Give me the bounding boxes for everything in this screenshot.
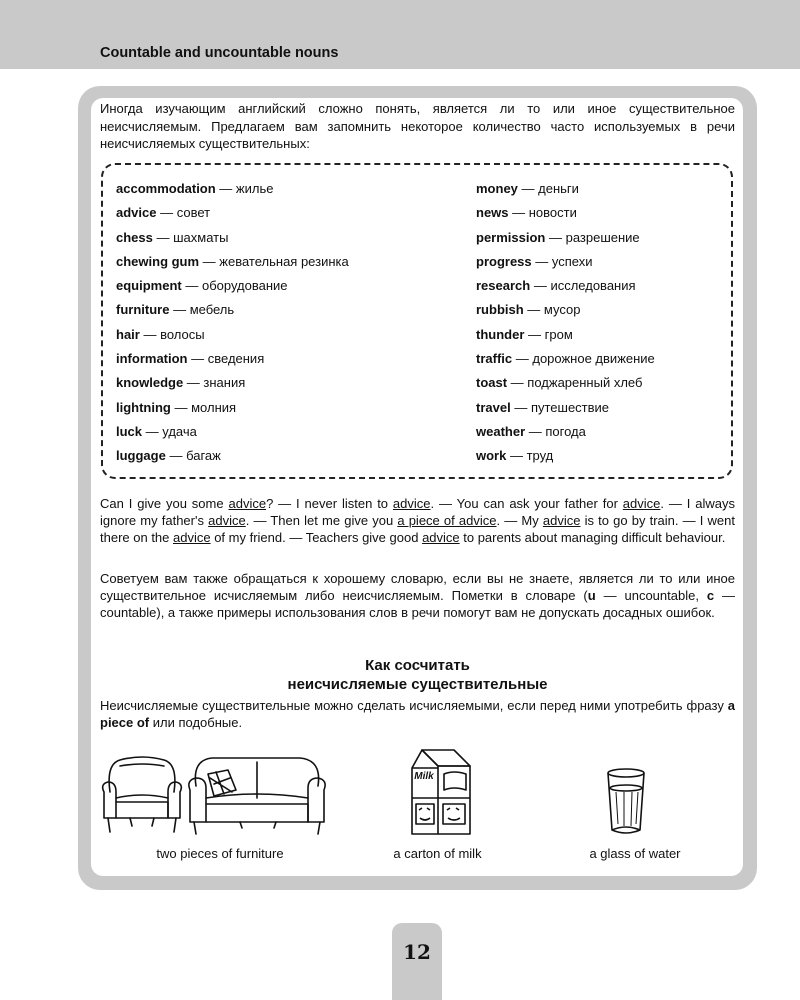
dictionary-advice-paragraph [100,570,735,621]
vocabulary-column-left [116,177,349,469]
vocab-dash: — [506,448,527,464]
vocab-russian-translation: погода [545,423,586,439]
vocab-russian-translation: разрешение [565,229,640,245]
example-underlined: a piece of advice [397,513,497,528]
vocab-dash: — [531,253,552,269]
vocab-item-permission [476,226,655,250]
vocab-russian-translation: гром [544,326,573,342]
vocab-english-word: toast [476,375,508,391]
vocab-item-advice [116,201,349,225]
intro-paragraph: Иногда изучающим английский сложно понять, является ли то или иное существительное неисчисляемым. Предлагаем вам запомнить некоторое количество часто используемых в речи неисчисляемых существительных: [100,101,735,151]
section-heading [100,656,735,694]
vocab-item-equipment [116,274,349,298]
vocab-item-luck [116,420,349,444]
advice-text: — uncountable, [595,588,707,603]
vocab-item-accommodation [116,177,349,201]
vocab-dash: — [139,326,161,342]
vocab-russian-translation: сведения [207,351,265,367]
vocab-russian-translation: новости [528,205,577,221]
vocab-item-news [476,201,655,225]
example-underlined: advice [228,496,267,511]
vocab-russian-translation: молния [191,399,237,415]
vocab-russian-translation: волосы [160,326,205,342]
vocab-dash: — [545,229,566,245]
vocab-russian-translation: дорожное движение [532,351,655,367]
vocab-russian-translation: жилье [235,181,274,196]
example-text: ? — I never listen to [266,496,393,511]
how-bold: a piece of [100,698,735,730]
example-text: . — You can ask your father for [430,496,623,511]
vocab-english-word: permission [476,229,546,245]
vocab-dash: — [165,448,187,464]
advice-text: Советуем вам также обращаться к хорошему словарю, если вы не знаете, является ли то или иное существительное исчисляемым либо неисчисляемым. Пометки в словаре ( [100,571,735,603]
vocab-english-word: accommodation [116,181,216,196]
vocab-item-progress [476,250,655,274]
vocab-english-word: luggage [116,448,166,464]
vocab-dash: — [170,399,192,415]
vocab-russian-translation: путешествие [530,399,610,415]
page-header-title: Countable and uncountable nouns [100,45,339,61]
vocab-russian-translation: знания [203,375,246,391]
vocab-russian-translation: мебель [189,302,235,318]
milk-carton-label: Milk [414,771,434,782]
example-text: of my friend. — Teachers give good [210,530,423,545]
section-heading-line1: Как сосчитать [365,657,470,674]
vocab-item-luggage [116,444,349,468]
vocab-dash: — [507,375,528,391]
vocab-english-word: knowledge [116,375,184,391]
section-heading-line2: неисчисляемые существительные [287,676,548,693]
vocab-english-word: information [116,351,188,367]
vocab-dash: — [525,423,546,439]
example-text: . — My [496,513,543,528]
milk-caption: a carton of milk [393,846,482,861]
vocab-english-word: news [476,205,509,221]
example-text: . — I always ignore my father's [100,496,735,528]
vocab-english-word: travel [476,399,511,415]
vocab-english-word: research [476,278,531,294]
example-underlined: advice [208,513,246,528]
vocab-item-weather [476,420,655,444]
vocab-english-word: traffic [476,351,513,367]
vocab-english-word: furniture [116,302,170,318]
how-text: или подобные. [149,715,243,730]
advice-bold: u [587,588,596,603]
vocab-item-hair [116,323,349,347]
vocab-russian-translation: мусор [543,302,581,318]
vocab-english-word: work [476,448,507,464]
water-caption: a glass of water [589,846,681,861]
vocab-russian-translation: поджаренный хлеб [527,375,643,391]
example-underlined: advice [422,530,460,545]
vocab-english-word: progress [476,253,532,269]
page-number: 12 [403,940,431,964]
vocab-russian-translation: багаж [186,448,221,464]
vocab-dash: — [183,375,204,391]
furniture-illustration [100,752,330,840]
vocab-english-word: chess [116,229,153,245]
vocab-english-word: hair [116,326,140,342]
vocab-item-thunder [476,323,655,347]
vocab-item-toast [476,371,655,395]
vocab-item-money [476,177,655,201]
example-underlined: advice [392,496,431,511]
example-text: . — Then let me give you [245,513,398,528]
vocab-dash: — [181,278,202,294]
vocab-russian-translation: оборудование [201,278,288,294]
vocabulary-column-right [476,177,655,469]
vocab-dash: — [169,302,190,318]
vocab-dash: — [508,205,529,221]
vocab-dash: — [156,205,177,221]
advice-text: — countable), а также примеры использования слов в речи помогут вам не допускать досадных ошибок. [100,588,736,620]
vocab-item-furniture [116,298,349,322]
milk-carton-illustration [408,746,474,840]
how-text: Неисчисляемые существительные можно сделать исчисляемыми, если перед ними употребить фразу [100,698,728,713]
vocab-item-rubbish [476,298,655,322]
example-underlined: advice [542,513,581,528]
vocab-russian-translation: труд [526,448,554,464]
vocab-item-work [476,444,655,468]
vocab-english-word: luck [116,423,143,439]
vocab-english-word: money [476,181,518,196]
how-to-count-paragraph [100,697,735,731]
vocab-item-chess [116,226,349,250]
vocab-russian-translation: жевательная резинка [219,253,349,269]
example-text: to parents about managing difficult behaviour. [459,530,726,545]
vocab-english-word: weather [476,423,526,439]
example-text: is to go by train. — I went there on the [100,513,735,545]
vocab-dash: — [142,423,163,439]
vocab-dash: — [524,326,545,342]
vocab-russian-translation: шахматы [173,229,229,245]
vocab-english-word: chewing gum [116,253,200,269]
vocab-item-research [476,274,655,298]
vocab-dash: — [215,181,236,196]
vocab-dash: — [199,253,220,269]
vocab-russian-translation: успехи [551,253,593,269]
example-underlined: advice [173,530,211,545]
glass-of-water-illustration [602,766,650,838]
examples-paragraph [100,495,735,546]
example-text: Can I give you some [100,496,229,511]
vocab-russian-translation: удача [162,423,197,439]
vocab-english-word: lightning [116,399,171,415]
vocab-dash: — [530,278,551,294]
vocab-russian-translation: деньги [538,181,579,196]
vocab-english-word: rubbish [476,302,524,318]
vocab-item-lightning [116,396,349,420]
example-underlined: advice [622,496,661,511]
vocab-dash: — [523,302,544,318]
vocab-dash: — [187,351,208,367]
vocab-item-knowledge [116,371,349,395]
vocab-russian-translation: исследования [550,278,636,294]
vocab-russian-translation: совет [176,205,211,221]
furniture-caption: two pieces of furniture [156,846,284,861]
vocab-dash: — [152,229,174,245]
vocab-dash: — [510,399,531,415]
vocab-english-word: equipment [116,278,182,294]
vocab-english-word: advice [116,205,157,221]
vocab-item-traffic [476,347,655,371]
advice-bold: c [706,588,715,603]
vocab-dash: — [512,351,533,367]
vocab-item-travel [476,396,655,420]
vocab-dash: — [517,181,539,196]
vocab-english-word: thunder [476,326,525,342]
vocab-item-information [116,347,349,371]
vocab-item-chewing-gum [116,250,349,274]
